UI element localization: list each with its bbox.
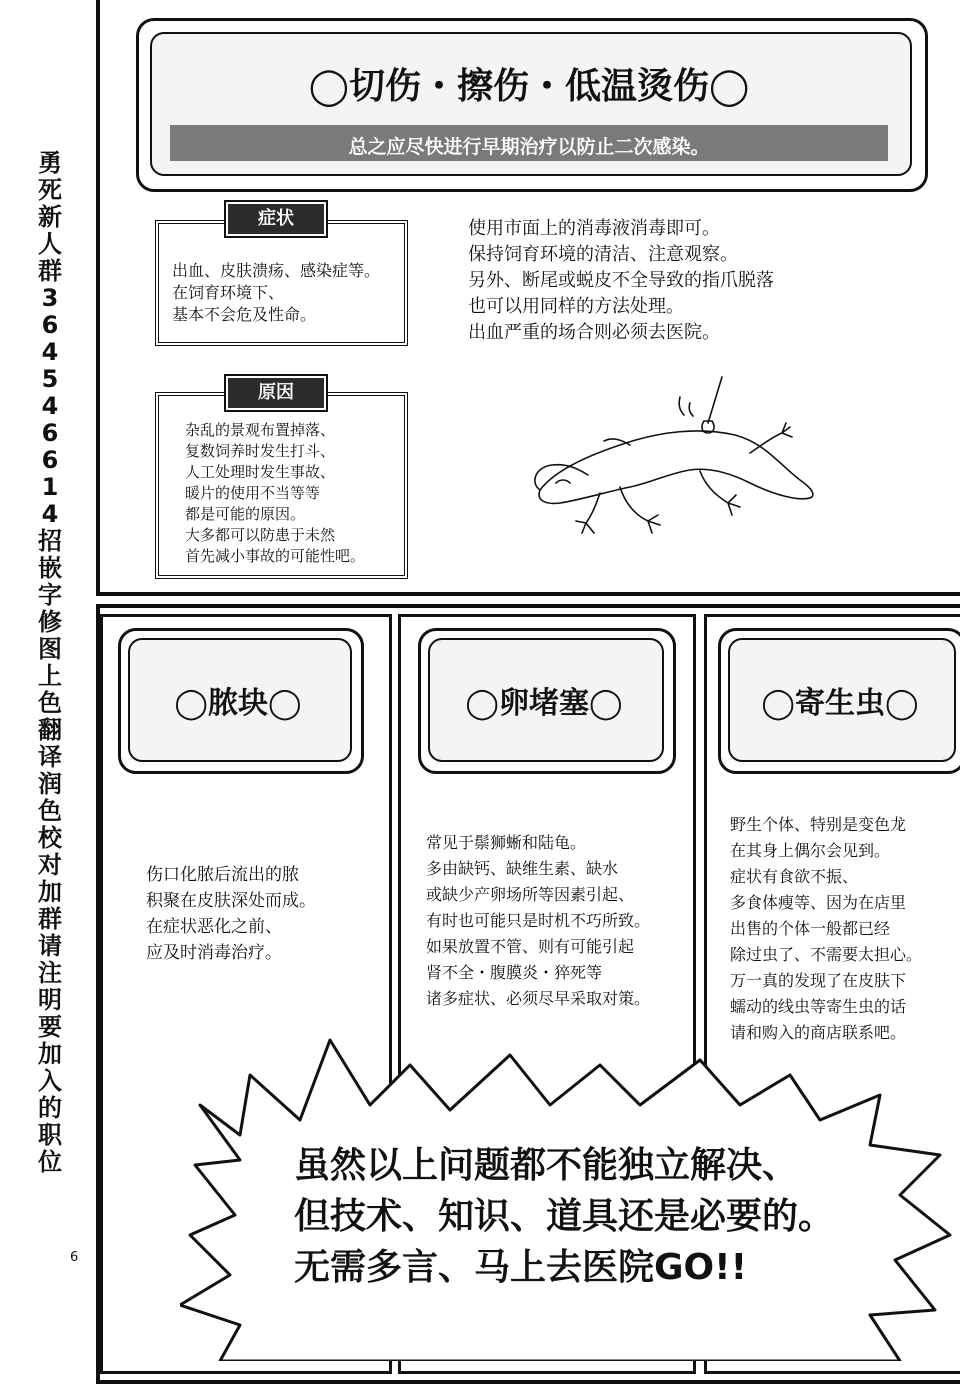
burst-line-2: 但技术、知识、道具还是必要的。	[294, 1196, 835, 1237]
column-egg-title: ◯卵堵塞◯	[465, 686, 623, 721]
page-number: 6	[70, 1250, 79, 1265]
symptoms-text: 出血、皮肤溃疡、感染症等。 在饲育环境下、 基本不会危及性命。	[172, 261, 381, 324]
column-pus-title: ◯脓块◯	[174, 686, 302, 721]
gecko-illustration	[500, 375, 820, 550]
symptoms-label: 症状	[226, 202, 326, 236]
burst-line-1: 虽然以上问题都不能独立解决、	[294, 1145, 799, 1186]
cause-text: 杂乱的景观布置掉落、 复数饲养时发生打斗、 人工处理时发生事故、 暖片的使用不当等等 都是可能的原因。 大多都可以防患于未然 首先减小事故的可能性吧。	[185, 421, 366, 565]
treatment-text: 使用市面上的消毒液消毒即可。 保持饲育环境的清洁、注意观察。 另外、断尾或蜕皮不全导致的指爪脱落 也可以用同样的方法处理。 出血严重的场合则必须去医院。	[468, 218, 774, 343]
burst-line-3: 无需多言、马上去医院GO!!	[294, 1247, 747, 1288]
top-subtitle: 总之应尽快进行早期治疗以防止二次感染。	[348, 136, 710, 158]
column-egg-text: 常见于鬃狮蜥和陆龟。 多由缺钙、缺维生素、缺水 或缺少产卵场所等因素引起、 有时也可能只是时机不巧所致。 如果放置不管、则有可能引起 肾不全・腹膜炎・猝死等 诸多症状、必须尽早采取对策。	[426, 833, 651, 1008]
column-parasite-title: ◯寄生虫◯	[761, 686, 919, 721]
column-parasite-text: 野生个体、特别是变色龙 在其身上偶尔会见到。 症状有食欲不振、 多食体瘦等、因为在店里 出售的个体一般都已经 除过虫了、不需要太担心。 万一真的发现了在皮肤下 蠕动的线虫等寄生虫的话 请和购入的商店联系吧。	[730, 815, 923, 1042]
cause-label: 原因	[226, 376, 326, 410]
top-title: ◯切伤・擦伤・低温烫伤◯	[308, 66, 750, 107]
column-pus-text: 伤口化脓后流出的脓 积聚在皮肤深处而成。 在症状恶化之前、 应及时消毒治疗。	[146, 865, 316, 963]
sidebar-credits: 勇 死 新 人 群 3 6 4 5 4 6 6 1 4 招 嵌 字 修 图 上 色 翻 译 润 色 校 对 加 群 请 注 明 要 加 入 的 职 位	[38, 149, 62, 1176]
